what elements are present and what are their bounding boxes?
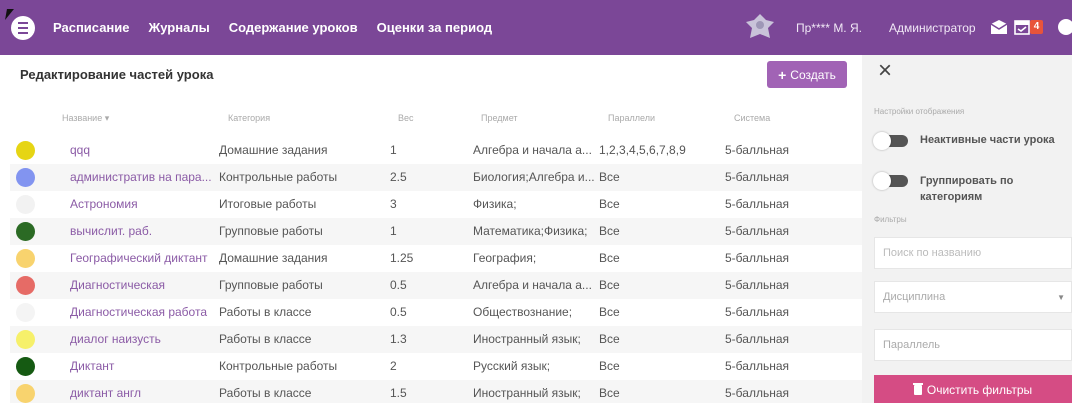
- page-title: Редактирование частей урока: [20, 67, 214, 82]
- discipline-select[interactable]: [874, 281, 1072, 313]
- cell-parallels: Все: [599, 386, 620, 400]
- cell-category: Домашние задания: [219, 251, 328, 265]
- table-header: [0, 105, 862, 133]
- mail-icon[interactable]: [991, 20, 1007, 34]
- cell-system: 5-балльная: [725, 332, 789, 346]
- cell-subject: Математика;Физика;: [473, 224, 588, 238]
- color-dot: [16, 276, 35, 295]
- cell-name[interactable]: вычислит. раб.: [70, 224, 153, 238]
- toggle-group-label: Группировать по категориям: [920, 175, 1014, 203]
- cell-parallels: Все: [599, 170, 620, 184]
- cell-name[interactable]: Диктант: [70, 359, 115, 373]
- cell-weight: 2.5: [390, 170, 407, 184]
- cell-weight: 2: [390, 359, 397, 373]
- table-row[interactable]: [10, 218, 862, 245]
- create-button[interactable]: [767, 61, 847, 88]
- color-dot: [16, 222, 35, 241]
- table-row[interactable]: [10, 326, 862, 353]
- plus-icon: +: [778, 66, 787, 83]
- table-row[interactable]: [10, 191, 862, 218]
- nav-item-period-grades[interactable]: Оценки за период: [376, 20, 493, 35]
- cell-name[interactable]: Диагностическая работа: [70, 305, 207, 319]
- cell-subject: Иностранный язык;: [473, 332, 581, 346]
- cell-name[interactable]: qqq: [70, 143, 91, 157]
- cell-subject: Иностранный язык;: [473, 386, 581, 400]
- color-dot: [16, 168, 35, 187]
- table-row[interactable]: [10, 164, 862, 191]
- filters-header: Фильтры: [874, 215, 907, 224]
- cell-system: 5-балльная: [725, 224, 789, 238]
- chat-icon[interactable]: [1058, 19, 1072, 35]
- col-header-parallels[interactable]: Параллели: [608, 113, 655, 123]
- cell-system: 5-балльная: [725, 143, 789, 157]
- table-row[interactable]: [10, 137, 862, 164]
- nav-item-lesson-content[interactable]: Содержание уроков: [228, 20, 358, 35]
- cell-parallels: Все: [599, 251, 620, 265]
- clear-filters-button[interactable]: [874, 375, 1072, 403]
- cell-system: 5-балльная: [725, 278, 789, 292]
- cell-system: 5-балльная: [725, 251, 789, 265]
- parallel-input-value: Параллель: [883, 339, 940, 351]
- close-icon[interactable]: ×: [878, 57, 893, 84]
- cell-system: 5-балльная: [725, 197, 789, 211]
- user-name[interactable]: Пр**** М. Я.: [796, 20, 862, 35]
- color-dot: [16, 249, 35, 268]
- cell-system: 5-балльная: [725, 359, 789, 373]
- cell-weight: 3: [390, 197, 397, 211]
- table-row[interactable]: [10, 272, 862, 299]
- col-header-weight[interactable]: Вес: [398, 113, 414, 123]
- trash-icon: [914, 385, 922, 395]
- cell-weight: 1.3: [390, 332, 407, 346]
- nav-item-schedule[interactable]: Расписание: [53, 20, 130, 35]
- clear-filters-label: Очистить фильтры: [926, 383, 1033, 397]
- cell-name[interactable]: Диагностическая: [70, 278, 165, 292]
- cell-weight: 1.5: [390, 386, 407, 400]
- cell-subject: Физика;: [473, 197, 517, 211]
- color-dot: [16, 141, 35, 160]
- color-dot: [16, 384, 35, 403]
- cell-parallels: Все: [599, 359, 620, 373]
- table-row[interactable]: [10, 299, 862, 326]
- calendar-icon[interactable]: [1014, 19, 1030, 35]
- main-content: [0, 55, 862, 403]
- parallel-input[interactable]: [874, 329, 1072, 361]
- cell-weight: 1: [390, 143, 397, 157]
- cell-subject: География;: [473, 251, 537, 265]
- cell-category: Групповые работы: [219, 224, 323, 238]
- search-input[interactable]: [874, 237, 1072, 269]
- cell-category: Контрольные работы: [219, 170, 338, 184]
- color-dot: [16, 195, 35, 214]
- cell-parallels: Все: [599, 197, 620, 211]
- cell-weight: 0.5: [390, 305, 407, 319]
- cell-weight: 0.5: [390, 278, 407, 292]
- table-row[interactable]: [10, 245, 862, 272]
- cell-category: Итоговые работы: [219, 197, 317, 211]
- display-settings-header: Настройки отображения: [874, 107, 965, 116]
- table-row[interactable]: [10, 353, 862, 380]
- col-header-category[interactable]: Категория: [228, 113, 271, 123]
- cell-weight: 1.25: [390, 251, 414, 265]
- cell-category: Работы в классе: [219, 332, 312, 346]
- calendar-badge: 4: [1030, 20, 1043, 34]
- toggle-inactive-parts[interactable]: [874, 135, 908, 147]
- cell-subject: Биология;Алгебра и...: [473, 170, 595, 184]
- mouse-cursor-icon: [5, 9, 14, 20]
- cell-category: Домашние задания: [219, 143, 328, 157]
- cell-name[interactable]: Астрономия: [70, 197, 138, 211]
- toggle-inactive-label: Неактивные части урока: [920, 134, 1055, 146]
- color-dot: [16, 357, 35, 376]
- settings-panel: [862, 55, 1072, 403]
- cell-system: 5-балльная: [725, 170, 789, 184]
- chevron-down-icon: ▼: [1057, 293, 1065, 302]
- col-header-name[interactable]: Название ▾: [62, 113, 110, 123]
- top-navbar: [0, 0, 1072, 55]
- menu-icon[interactable]: [11, 16, 35, 40]
- cell-parallels: Все: [599, 332, 620, 346]
- cell-subject: Алгебра и начала а...: [473, 143, 592, 157]
- toggle-group-by-category[interactable]: [874, 175, 908, 187]
- cell-weight: 1: [390, 224, 397, 238]
- create-button-label: Создать: [790, 67, 836, 82]
- cell-parallels: Все: [599, 224, 620, 238]
- col-header-subject[interactable]: Предмет: [481, 113, 518, 123]
- cell-category: Контрольные работы: [219, 359, 338, 373]
- cell-category: Работы в классе: [219, 305, 312, 319]
- cell-name[interactable]: административ на пара...: [70, 170, 212, 184]
- cell-category: Работы в классе: [219, 386, 312, 400]
- col-header-system[interactable]: Система: [734, 113, 771, 123]
- cell-name[interactable]: диктант англ: [70, 386, 141, 400]
- cell-name[interactable]: Географический диктант: [70, 251, 208, 265]
- color-dot: [16, 303, 35, 322]
- cell-subject: Русский язык;: [473, 359, 551, 373]
- cell-subject: Алгебра и начала а...: [473, 278, 592, 292]
- lesson-parts-table: [10, 137, 862, 403]
- cell-category: Групповые работы: [219, 278, 323, 292]
- cell-name[interactable]: диалог наизусть: [70, 332, 161, 346]
- discipline-select-value: Дисциплина: [883, 291, 946, 303]
- cell-parallels: 1,2,3,4,5,6,7,8,9: [599, 143, 686, 157]
- color-dot: [16, 330, 35, 349]
- user-role[interactable]: Администратор: [889, 20, 976, 35]
- cell-system: 5-балльная: [725, 305, 789, 319]
- main-nav: [53, 0, 492, 55]
- nav-item-journals[interactable]: Журналы: [148, 20, 210, 35]
- cell-subject: Обществознание;: [473, 305, 573, 319]
- table-row[interactable]: [10, 380, 862, 403]
- cell-parallels: Все: [599, 305, 620, 319]
- emblem-icon: [742, 10, 778, 46]
- cell-system: 5-балльная: [725, 386, 789, 400]
- cell-parallels: Все: [599, 278, 620, 292]
